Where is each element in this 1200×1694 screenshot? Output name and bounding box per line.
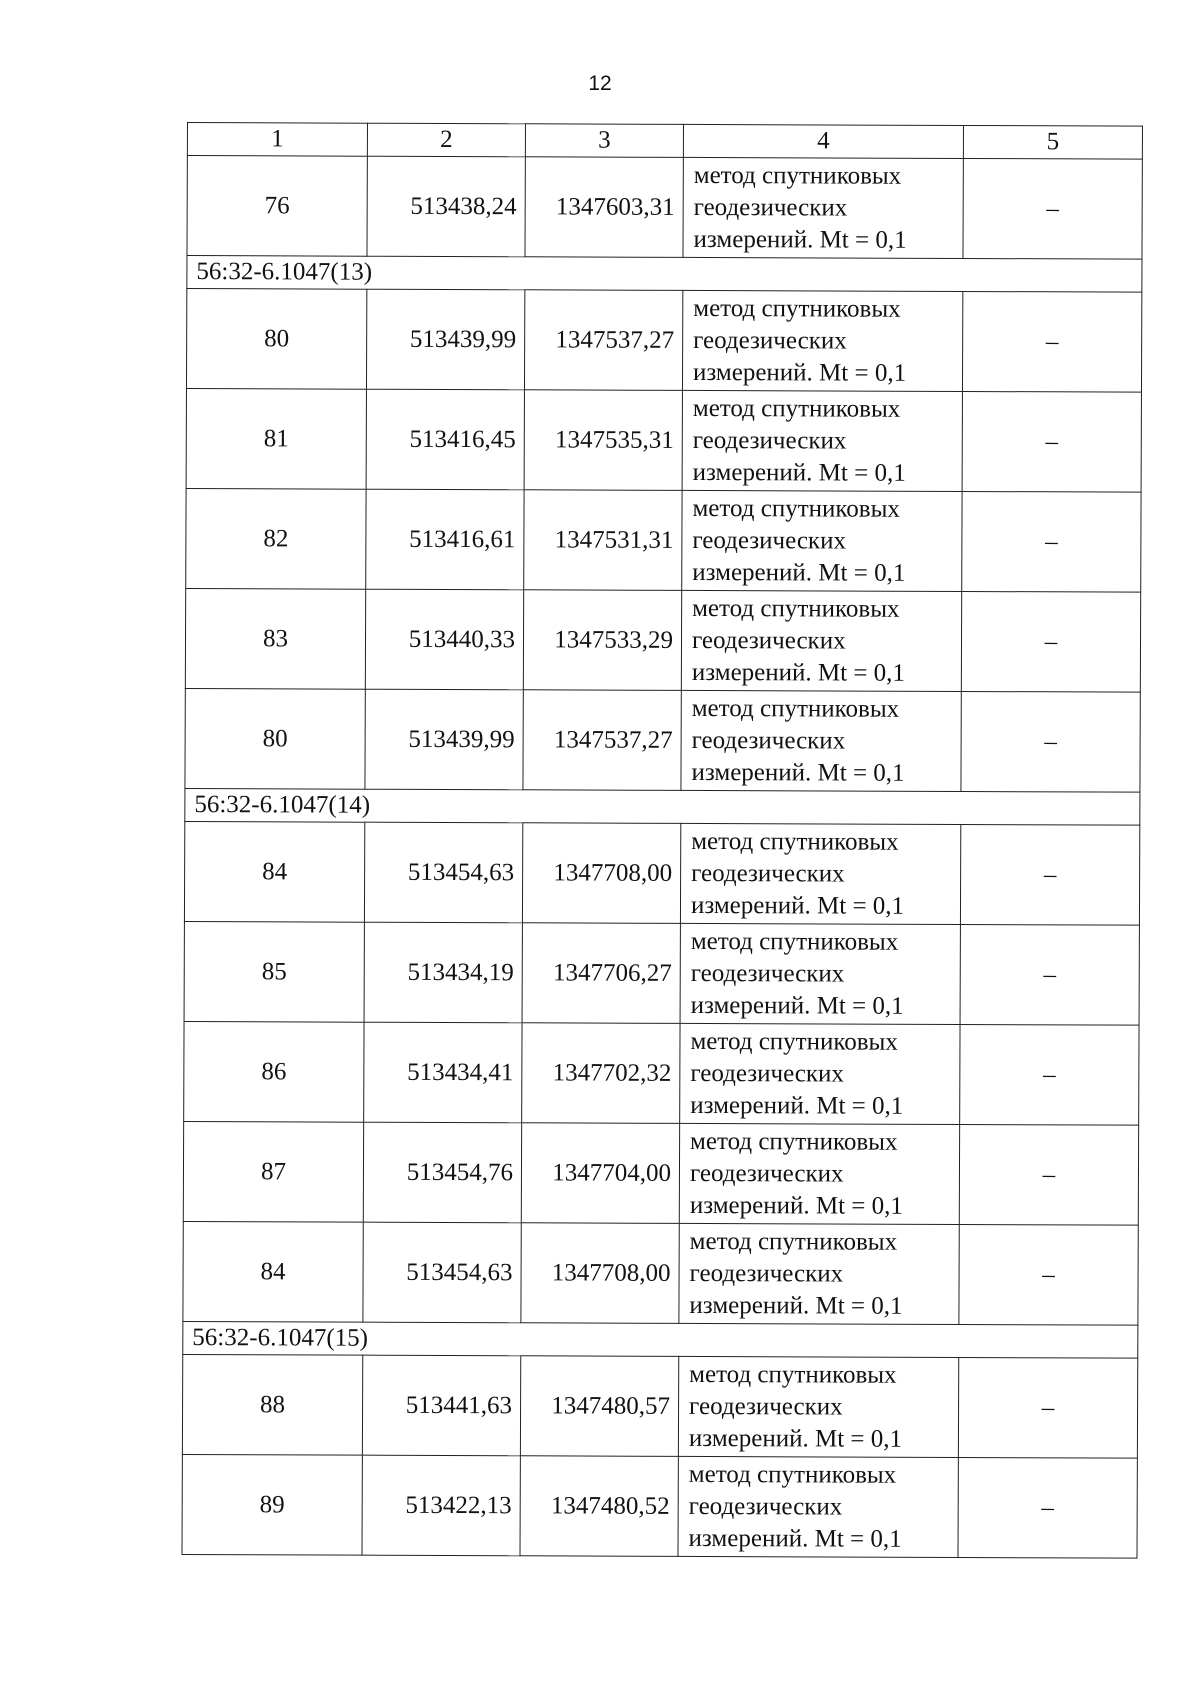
column-header-3: 3: [525, 124, 683, 158]
column-5-value: –: [962, 391, 1141, 492]
column-5-value: –: [960, 824, 1139, 925]
method-line: измерений. Mt = 0,1: [692, 358, 907, 387]
column-5-value: –: [960, 1024, 1139, 1125]
coordinate-y: 1347533,29: [523, 590, 681, 691]
method-line: геодезических: [689, 1159, 844, 1188]
group-label: 56:32-6.1047(13): [187, 256, 1142, 293]
point-number: 83: [185, 588, 365, 689]
method-line: метод спутниковых: [693, 294, 901, 323]
coordinate-x: 513416,45: [366, 389, 524, 490]
column-5-value: –: [961, 591, 1140, 692]
method-line: измерений. Mt = 0,1: [689, 1291, 903, 1320]
coordinate-y: 1347537,27: [523, 690, 681, 791]
method-line: метод спутниковых: [689, 1227, 898, 1256]
coordinate-y: 1347708,00: [521, 1223, 679, 1324]
method-line: геодезических: [692, 426, 847, 455]
method-line: метод спутниковых: [690, 1127, 898, 1156]
table-row: [184, 921, 1139, 1025]
method-line: измерений. Mt = 0,1: [688, 1524, 902, 1553]
point-number: 86: [184, 1021, 364, 1122]
method-line: геодезических: [693, 193, 848, 222]
table-row: [182, 1454, 1137, 1558]
coordinate-y: 1347708,00: [522, 823, 680, 924]
column-5-value: –: [958, 1357, 1137, 1458]
point-number: 80: [186, 289, 366, 390]
method-description: [678, 1356, 958, 1457]
method-description: [681, 690, 961, 791]
method-description: [680, 823, 960, 924]
method-line: геодезических: [690, 1059, 844, 1088]
method-line: метод спутниковых: [688, 1460, 897, 1489]
method-description: [682, 390, 962, 491]
method-line: измерений. Mt = 0,1: [693, 225, 907, 254]
method-line: метод спутниковых: [690, 1027, 898, 1056]
column-header-2: 2: [367, 123, 525, 157]
table-row: [186, 388, 1141, 492]
method-line: геодезических: [689, 1259, 844, 1288]
coordinate-x: 513439,99: [365, 689, 523, 790]
method-line: измерений. Mt = 0,1: [692, 558, 906, 587]
column-5-value: –: [960, 924, 1139, 1025]
coordinates-table: [181, 122, 1142, 1559]
point-number: 80: [185, 688, 365, 789]
coordinate-x: 513434,19: [364, 922, 522, 1023]
method-line: измерений. Mt = 0,1: [689, 1191, 903, 1220]
column-5-value: –: [963, 158, 1142, 259]
point-number: 81: [186, 388, 366, 489]
method-description: [682, 290, 962, 391]
column-5-value: –: [959, 1224, 1138, 1325]
table-row: [184, 821, 1139, 925]
group-label: 56:32-6.1047(14): [185, 788, 1140, 825]
method-description: [683, 157, 963, 258]
method-line: геодезических: [691, 726, 846, 755]
method-line: измерений. Mt = 0,1: [691, 658, 906, 687]
method-line: геодезических: [690, 959, 845, 988]
coordinate-y: 1347704,00: [521, 1123, 679, 1224]
column-header-5: 5: [963, 125, 1142, 159]
method-line: метод спутниковых: [691, 827, 899, 856]
method-line: метод спутниковых: [692, 394, 901, 423]
coordinates-table-body: [182, 123, 1142, 1559]
table-header-row: [187, 123, 1142, 160]
method-line: геодезических: [691, 859, 845, 888]
table-row: [187, 156, 1142, 260]
coordinate-y: 1347531,31: [524, 490, 682, 591]
coordinate-x: 513454,76: [363, 1122, 521, 1223]
method-description: [680, 1023, 960, 1124]
table-row: [183, 1121, 1138, 1225]
method-line: геодезических: [693, 326, 847, 355]
method-line: метод спутниковых: [690, 927, 899, 956]
method-line: метод спутниковых: [692, 494, 900, 523]
method-description: [678, 1456, 958, 1557]
coordinate-y: 1347480,52: [520, 1456, 678, 1557]
method-description: [681, 590, 961, 691]
method-line: метод спутниковых: [693, 161, 902, 190]
page-number: 12: [588, 72, 612, 95]
point-number: 76: [187, 156, 367, 257]
method-description: [680, 923, 960, 1024]
method-description: [679, 1223, 959, 1324]
coordinate-x: 513440,33: [365, 589, 523, 690]
coordinate-y: 1347702,32: [522, 1023, 680, 1124]
method-line: измерений. Mt = 0,1: [691, 758, 905, 787]
method-line: геодезических: [691, 626, 846, 655]
column-header-1: 1: [187, 123, 367, 157]
column-header-4: 4: [683, 124, 963, 158]
group-row: [187, 256, 1142, 293]
coordinate-x: 513438,24: [367, 156, 525, 257]
coordinate-y: 1347480,57: [520, 1356, 678, 1457]
group-row: [183, 1321, 1138, 1358]
method-line: геодезических: [688, 1492, 843, 1521]
method-line: метод спутниковых: [692, 594, 900, 623]
point-number: 84: [184, 821, 364, 922]
coordinate-x: 513441,63: [362, 1355, 520, 1456]
table-row: [182, 1354, 1137, 1458]
method-line: измерений. Mt = 0,1: [688, 1424, 903, 1453]
point-number: 88: [182, 1354, 362, 1455]
coordinate-y: 1347535,31: [524, 390, 682, 491]
coordinate-y: 1347706,27: [522, 923, 680, 1024]
coordinate-x: 513454,63: [364, 822, 522, 923]
point-number: 84: [183, 1221, 363, 1322]
point-number: 87: [183, 1121, 363, 1222]
point-number: 89: [182, 1454, 362, 1555]
table-row: [183, 1221, 1138, 1325]
method-description: [682, 490, 962, 591]
group-label: 56:32-6.1047(15): [183, 1321, 1138, 1358]
table-row: [184, 1021, 1139, 1125]
column-5-value: –: [962, 291, 1141, 392]
method-description: [679, 1123, 959, 1224]
column-5-value: –: [959, 1124, 1138, 1225]
method-line: метод спутниковых: [691, 694, 900, 723]
coordinate-x: 513416,61: [366, 489, 524, 590]
coordinate-x: 513439,99: [366, 289, 524, 390]
method-line: измерений. Mt = 0,1: [690, 991, 904, 1020]
column-5-value: –: [962, 491, 1141, 592]
coordinate-y: 1347603,31: [525, 157, 683, 258]
group-row: [185, 788, 1140, 825]
point-number: 82: [186, 488, 366, 589]
coordinate-y: 1347537,27: [524, 290, 682, 391]
table-row: [185, 688, 1140, 792]
method-line: измерений. Mt = 0,1: [690, 1091, 904, 1120]
method-line: геодезических: [692, 526, 847, 555]
method-line: измерений. Mt = 0,1: [692, 458, 906, 487]
method-line: метод спутниковых: [689, 1360, 897, 1389]
table-row: [185, 588, 1140, 692]
method-line: измерений. Mt = 0,1: [690, 891, 905, 920]
coordinate-x: 513454,63: [363, 1222, 521, 1323]
column-5-value: –: [961, 691, 1140, 792]
table-row: [186, 289, 1141, 393]
coordinate-x: 513434,41: [364, 1022, 522, 1123]
column-5-value: –: [958, 1457, 1137, 1558]
table-row: [186, 488, 1141, 592]
method-line: геодезических: [689, 1392, 843, 1421]
point-number: 85: [184, 921, 364, 1022]
coordinate-x: 513422,13: [362, 1455, 520, 1556]
